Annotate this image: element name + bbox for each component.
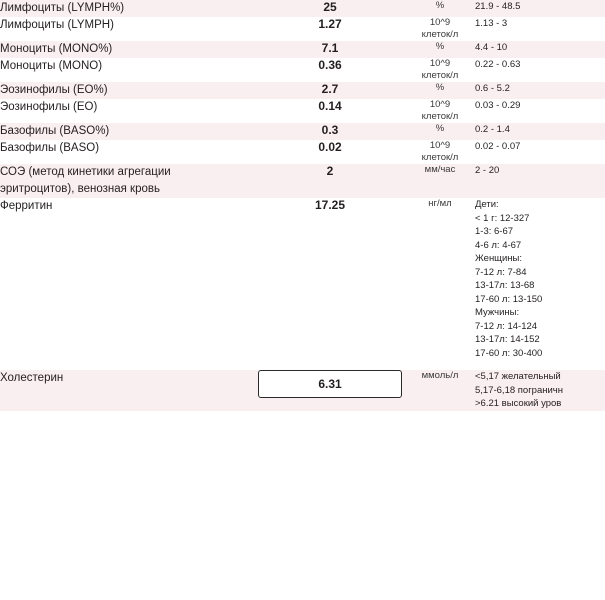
reference-range-line: 1-3: 6-67 xyxy=(475,226,514,237)
reference-range-line: 17-60 л: 13-150 xyxy=(475,293,543,305)
analyte-name-line: эритроцитов), венозная кровь xyxy=(0,183,160,195)
analyte-name-line: Моноциты (MONO) xyxy=(0,60,103,72)
reference-range-line: 0.2 - 1.4 xyxy=(475,124,510,135)
result-value-cell xyxy=(255,82,405,99)
table-row xyxy=(0,99,605,123)
reference-range-cell xyxy=(475,370,605,411)
reference-range-cell xyxy=(475,0,605,17)
reference-range-cell xyxy=(475,82,605,99)
result-value: 0.3 xyxy=(321,123,339,137)
unit-line: 10^9 xyxy=(429,17,451,28)
unit-cell xyxy=(405,198,475,360)
analyte-name-line: Ферритин xyxy=(0,200,53,212)
unit-line: мм/час xyxy=(424,164,456,175)
reference-range-cell xyxy=(475,198,605,360)
analyte-name-line: Базофилы (BASO%) xyxy=(0,125,110,137)
reference-range-line: 1.13 - 3 xyxy=(475,18,508,29)
analyte-name-line: Эозинофилы (EO%) xyxy=(0,84,108,96)
result-value-cell xyxy=(255,17,405,41)
reference-range-line: 5,17-6,18 пограничн xyxy=(475,384,563,396)
table-row xyxy=(0,140,605,164)
unit-cell xyxy=(405,164,475,198)
table-row xyxy=(0,0,605,17)
highlighted-result-value: 6.31 xyxy=(258,370,402,398)
unit-line: клеток/л xyxy=(421,152,459,163)
unit-line: клеток/л xyxy=(421,111,459,122)
analyte-name-line: СОЭ (метод кинетики агрегации xyxy=(0,166,171,178)
reference-range-line: 0.02 - 0.07 xyxy=(475,141,521,152)
analyte-name-cell xyxy=(0,41,255,58)
row-separator-cell xyxy=(0,360,605,370)
result-value: 2.7 xyxy=(321,82,339,96)
reference-range-cell xyxy=(475,123,605,140)
unit-cell xyxy=(405,17,475,41)
reference-range-line: <5,17 желательный xyxy=(475,371,561,382)
result-value-cell xyxy=(255,58,405,82)
reference-range-line: 4-6 л: 4-67 xyxy=(475,239,522,251)
unit-line: % xyxy=(435,123,445,134)
analyte-name-line: Моноциты (MONO%) xyxy=(0,43,113,55)
analyte-name-line: Холестерин xyxy=(0,372,64,384)
result-value: 0.36 xyxy=(318,58,342,72)
reference-range-line: 21.9 - 48.5 xyxy=(475,1,521,12)
unit-line: 10^9 xyxy=(429,58,451,69)
unit-cell xyxy=(405,140,475,164)
table-row xyxy=(0,370,605,411)
reference-range-line: 7-12 л: 14-124 xyxy=(475,320,538,332)
result-value-cell xyxy=(255,198,405,360)
result-value: 0.02 xyxy=(318,140,342,154)
reference-range-cell xyxy=(475,41,605,58)
table-row xyxy=(0,164,605,198)
analyte-name-line: Лимфоциты (LYMPH%) xyxy=(0,2,125,14)
reference-range-line: 0.6 - 5.2 xyxy=(475,83,510,94)
analyte-name-cell xyxy=(0,58,255,82)
table-row xyxy=(0,82,605,99)
unit-cell xyxy=(405,123,475,140)
analyte-name-line: Лимфоциты (LYMPH) xyxy=(0,19,114,31)
analyte-name-cell xyxy=(0,164,255,198)
analyte-name-cell xyxy=(0,17,255,41)
result-value-cell xyxy=(255,370,405,411)
row-separator xyxy=(0,360,605,370)
analyte-name-cell xyxy=(0,99,255,123)
unit-line: % xyxy=(435,82,445,93)
unit-line: % xyxy=(435,0,445,11)
reference-range-line: Женщины: xyxy=(475,253,523,264)
reference-range-cell xyxy=(475,164,605,198)
reference-range-line: Дети: xyxy=(475,199,499,210)
analyte-name-cell xyxy=(0,0,255,17)
reference-range-line: 13-17л: 13-68 xyxy=(475,280,535,291)
reference-range-line: 7-12 л: 7-84 xyxy=(475,266,527,278)
analyte-name-cell xyxy=(0,140,255,164)
analyte-name-cell xyxy=(0,370,255,411)
result-value-cell xyxy=(255,99,405,123)
analyte-name-cell xyxy=(0,123,255,140)
unit-line: нг/мл xyxy=(428,198,452,209)
analyte-name-cell xyxy=(0,82,255,99)
table-row xyxy=(0,198,605,360)
reference-range-cell xyxy=(475,17,605,41)
reference-range-line: 4.4 - 10 xyxy=(475,42,508,53)
table-row xyxy=(0,58,605,82)
unit-line: клеток/л xyxy=(421,70,459,81)
reference-range-cell xyxy=(475,140,605,164)
result-value-cell xyxy=(255,41,405,58)
reference-range-line: 13-17л: 14-152 xyxy=(475,334,540,345)
reference-range-cell xyxy=(475,99,605,123)
table-row xyxy=(0,17,605,41)
result-value-cell xyxy=(255,164,405,198)
unit-cell xyxy=(405,41,475,58)
reference-range-line: >6.21 высокий уров xyxy=(475,398,562,409)
result-value: 17.25 xyxy=(314,198,346,212)
reference-range-line: < 1 г: 12-327 xyxy=(475,212,530,224)
analyte-name-line: Эозинофилы (EO) xyxy=(0,101,98,113)
unit-line: % xyxy=(435,41,445,52)
unit-cell xyxy=(405,0,475,17)
reference-range-line: 0.22 - 0.63 xyxy=(475,59,521,70)
analyte-name-cell xyxy=(0,198,255,360)
unit-cell xyxy=(405,99,475,123)
result-value: 0.14 xyxy=(318,99,342,113)
result-value-cell xyxy=(255,123,405,140)
unit-cell xyxy=(405,82,475,99)
reference-range-line: 2 - 20 xyxy=(475,165,500,176)
reference-range-line: 17-60 л: 30-400 xyxy=(475,347,543,359)
result-value-cell xyxy=(255,140,405,164)
reference-range-line: Мужчины: xyxy=(475,307,520,318)
table-row xyxy=(0,41,605,58)
unit-cell xyxy=(405,370,475,411)
unit-cell xyxy=(405,58,475,82)
table-row xyxy=(0,123,605,140)
result-value: 2 xyxy=(326,164,334,178)
reference-range-line: 0.03 - 0.29 xyxy=(475,100,521,111)
analyte-name-line: Базофилы (BASO) xyxy=(0,142,100,154)
result-value-cell xyxy=(255,0,405,17)
unit-line: клеток/л xyxy=(421,29,459,40)
unit-line: 10^9 xyxy=(429,99,451,110)
result-value: 7.1 xyxy=(321,41,339,55)
reference-range-cell xyxy=(475,58,605,82)
unit-line: ммоль/л xyxy=(421,370,459,381)
result-value: 25 xyxy=(323,0,337,14)
result-value: 1.27 xyxy=(318,17,342,31)
unit-line: 10^9 xyxy=(429,140,451,151)
